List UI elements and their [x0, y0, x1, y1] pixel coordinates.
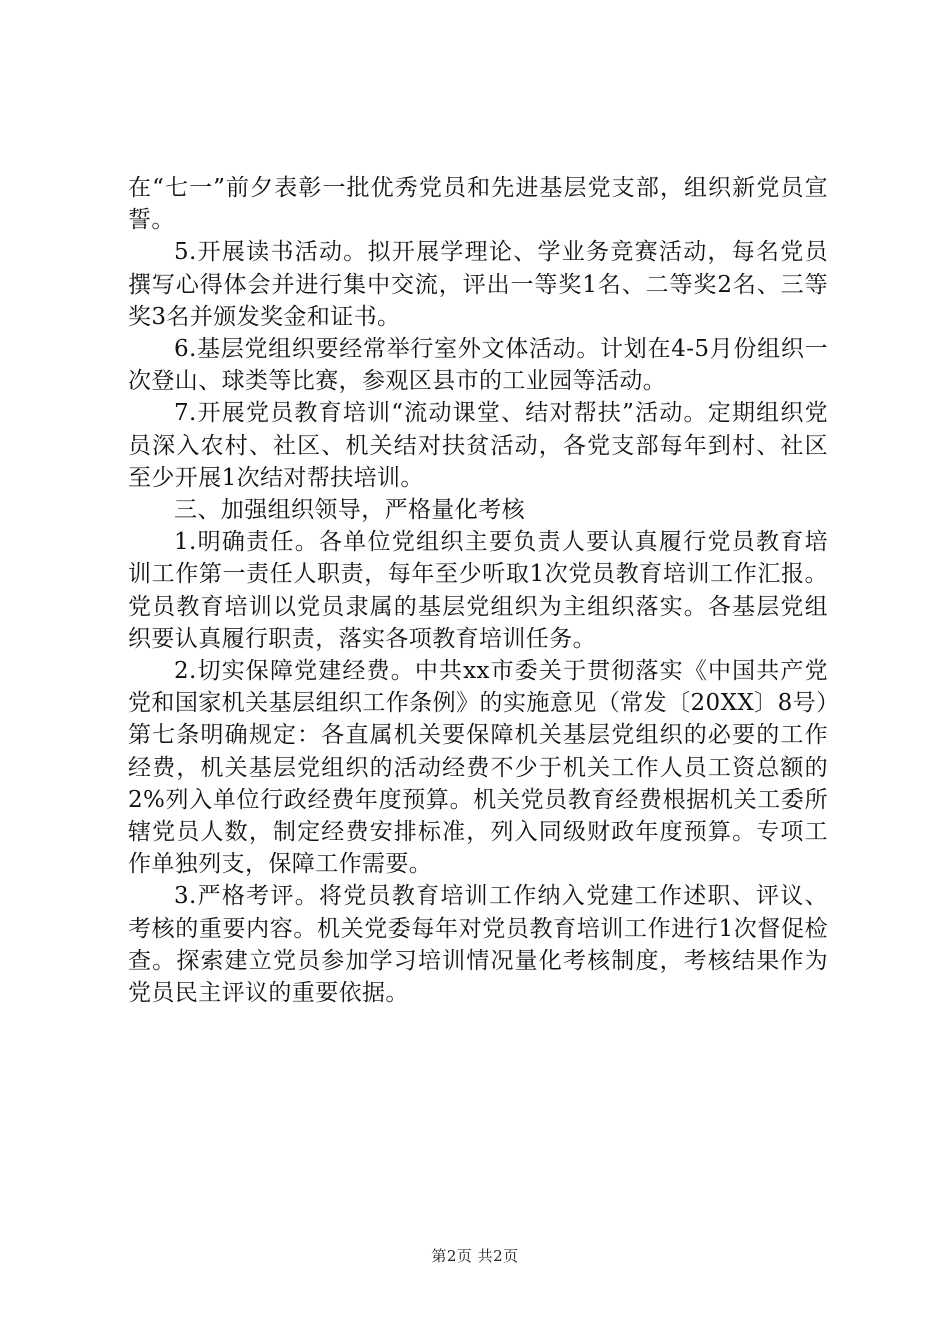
section-heading-3: 三、加强组织领导，严格量化考核	[174, 497, 525, 524]
paragraph-item-1: 1.明确责任。各单位党组织主要负责人要认真履行党员教育培训工作第一责任人职责，每年至少听取1次党员教育培训工作汇报。党员教育培训以党员隶属的基层党组织为主组织落实。各基层党组织要认真履行职责，落实各项教育培训任务。	[128, 529, 828, 652]
paragraph-item-7: 7.开展党员教育培训“流动课堂、结对帮扶”活动。定期组织党员深入农村、社区、机关结对扶贫活动，各党支部每年到村、社区至少开展1次结对帮扶培训。	[128, 400, 828, 491]
paragraph-item-5: 5.开展读书活动。拟开展学理论、学业务竞赛活动，每名党员撰写心得体会并进行集中交流，评出一等奖1名、二等奖2名、三等奖3名并颁发奖金和证书。	[128, 239, 828, 330]
page-footer: 第2页 共2页	[431, 1247, 519, 1265]
document-body	[128, 172, 828, 1009]
paragraph-continuation: 在“七一”前夕表彰一批优秀党员和先进基层党支部，组织新党员宣誓。	[128, 175, 828, 234]
paragraph-item-3: 3.严格考评。将党员教育培训工作纳入党建工作述职、评议、考核的重要内容。机关党委每年对党员教育培训工作进行1次督促检查。探索建立党员参加学习培训情况量化考核制度，考核结果作为党员民主评议的重要依据。	[128, 883, 828, 1007]
paragraph-item-2: 2.切实保障党建经费。中共xx市委关于贯彻落实《中国共产党党和国家机关基层组织工作条例》的实施意见（常发〔20XX〕8号）第七条明确规定：各直属机关要保障机关基层党组织的必要的工作经费，机关基层党组织的活动经费不少于机关工作人员工资总额的2%列入单位行政经费年度预算。机关党员教育经费根据机关工委所辖党员人数，制定经费安排标准，列入同级财政年度预算。专项工作单独列支，保障工作需要。	[128, 658, 828, 878]
paragraph-item-6: 6.基层党组织要经常举行室外文体活动。计划在4-5月份组织一次登山、球类等比赛，参观区县市的工业园等活动。	[128, 336, 828, 395]
